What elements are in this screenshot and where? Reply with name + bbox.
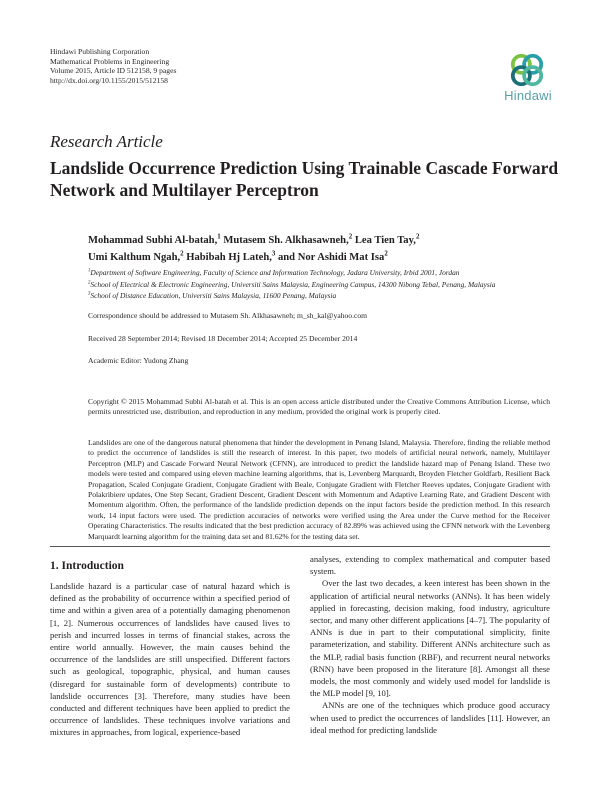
affiliation: $^3$School of Distance Education, Universiti Sains Malaysia, 11600 Penang, Malaysia (88, 291, 337, 300)
paragraph: Over the last two decades, a keen interest has been shown in the application of artificial neural networks (ANNs). It has been widely applied in forecasting, decision making, food industry, agriculture sector, and many other different applications [4–7]. The popularity of ANNs is due in part to their computational simplicity, finite parameterization, and stability. Different ANNs architecture such as the MLP, radial basis function (RBF), and recurrent neural networks (RNN) have been proposed in the literature [8]. Amongst all these models, the most commonly and widely used model for landslide is the MLP model [9, 10]. (310, 578, 550, 699)
author: Habibah Hj Lateh,$^3$ (186, 250, 276, 263)
author-list (88, 232, 558, 266)
abstract: Landslides are one of the dangerous natural phenomena that hinder the development in Penang Island, Malaysia. Therefore, finding the reliable method to predict the occurrence of landslides is still the research of interest. In this paper, two models of artificial neural network, namely, Multilayer Perceptron (MLP) and Cascade Forward Neural Network (CFNN), are introduced to predict the landslide hazard map of Penang Island. These two models were tested and compared using eleven machine learning algorithms, that is, Levenberg Marquardt, Broyden Fletcher Goldfarb, Resilient Back Propagation, Scaled Conjugate Gradient, Conjugate Gradient with Beale, Conjugate Gradient with Fletcher Reeves updates, Conjugate Gradient with Polakribiere updates, One Step Secant, Gradient Descent, Gradient Descent with Momentum and Adaptive Learning Rate, and Gradient Descent with Momentum algorithm. Often, the performance of the landslide prediction depends on the input factors beside the prediction method. In this research work, 14 input factors were used. The prediction accuracies of networks were verified using the Area under the Curve method for the Receiver Operating Characteristics. The results indicated that the best prediction accuracy of 82.89% was achieved using the CFNN network with the Levenberg Marquardt learning algorithm for the training data set and 81.62% for the testing data set. (88, 438, 550, 541)
paragraph: ANNs are one of the techniques which produce good accuracy when used to predict the occurrences of landslides [11]. However, an ideal method for predicting landslide (310, 700, 550, 735)
affiliation: $^1$Department of Software Engineering, Faculty of Science and Information Technology, Jadara University, Irbid 2001, Jordan (88, 268, 460, 277)
hindawi-logo-text: Hindawi (504, 88, 552, 103)
author: and Nor Ashidi Mat Isa$^2$ (277, 250, 388, 263)
copyright-notice: Copyright © 2015 Mohammad Subhi Al-batah et al. This is an open access article distributed under the Creative Commons Attribution License, which permits unrestricted use, distribution, and reproduction in any medium, provided the original work is properly cited. (88, 397, 550, 417)
article-dates: Received 28 September 2014; Revised 18 December 2014; Accepted 25 December 2014 (88, 334, 358, 343)
correspondence: Correspondence should be addressed to Mutasem Sh. Alkhasawneh; m_sh_kal@yahoo.com (88, 311, 368, 320)
section-divider (50, 546, 550, 547)
publication-info (50, 47, 176, 85)
paragraph: analyses, extending to complex mathematical and computer based system. (310, 554, 550, 577)
volume-info: Volume 2015, Article ID 512158, 9 pages (50, 66, 177, 76)
paragraph: Landslide hazard is a particular case of natural hazard which is defined as the probability of occurrence within a specified period of time and within a given area of a potentially damaging phenomenon [1, 2]. Numerous occurrences of landslides have caused lives to perish and incurred losses in terms of financial stakes, across the entire world annually. However, the main causes behind the occurrence of the landslides are still unspecified. Different factors such as geological, topographic, physical, and human causes (disregard for sustainable form of developments) contribute to landslide occurrences [3]. Therefore, many studies have been conducted and different techniques have been applied to predict the occurrence of landslides. These techniques involve variations and mixtures in approaches, from logical, experience-based (50, 581, 290, 738)
author: Mutasem Sh. Alkhasawneh,$^2$ (223, 233, 353, 246)
body-column-left (50, 580, 290, 739)
article-type: Research Article (50, 132, 163, 151)
author: Lea Tien Tay,$^2$ (354, 233, 420, 246)
author: Umi Kalthum Ngah,$^2$ (88, 250, 184, 263)
affiliations (88, 267, 568, 302)
section-heading: 1. Introduction (50, 560, 124, 572)
journal-name: Mathematical Problems in Engineering (50, 56, 170, 66)
affiliation: $^2$School of Electrical & Electronic Engineering, Universiti Sains Malaysia, Engineering Campus, 14300 Nibong Tebal, Penang, Malaysia (88, 279, 496, 289)
author: Mohammad Subhi Al-batah,$^1$ (88, 233, 221, 246)
body-column-right (310, 553, 550, 736)
doi-link[interactable]: http://dx.doi.org/10.1155/2015/512158 (50, 75, 168, 85)
hindawi-logo-icon (508, 52, 546, 88)
publisher-name: Hindawi Publishing Corporation (50, 47, 150, 56)
paper-title: Landslide Occurrence Prediction Using Trainable Cascade Forward Network and Multilayer Perceptron (50, 158, 559, 200)
academic-editor: Academic Editor: Yudong Zhang (88, 356, 189, 365)
